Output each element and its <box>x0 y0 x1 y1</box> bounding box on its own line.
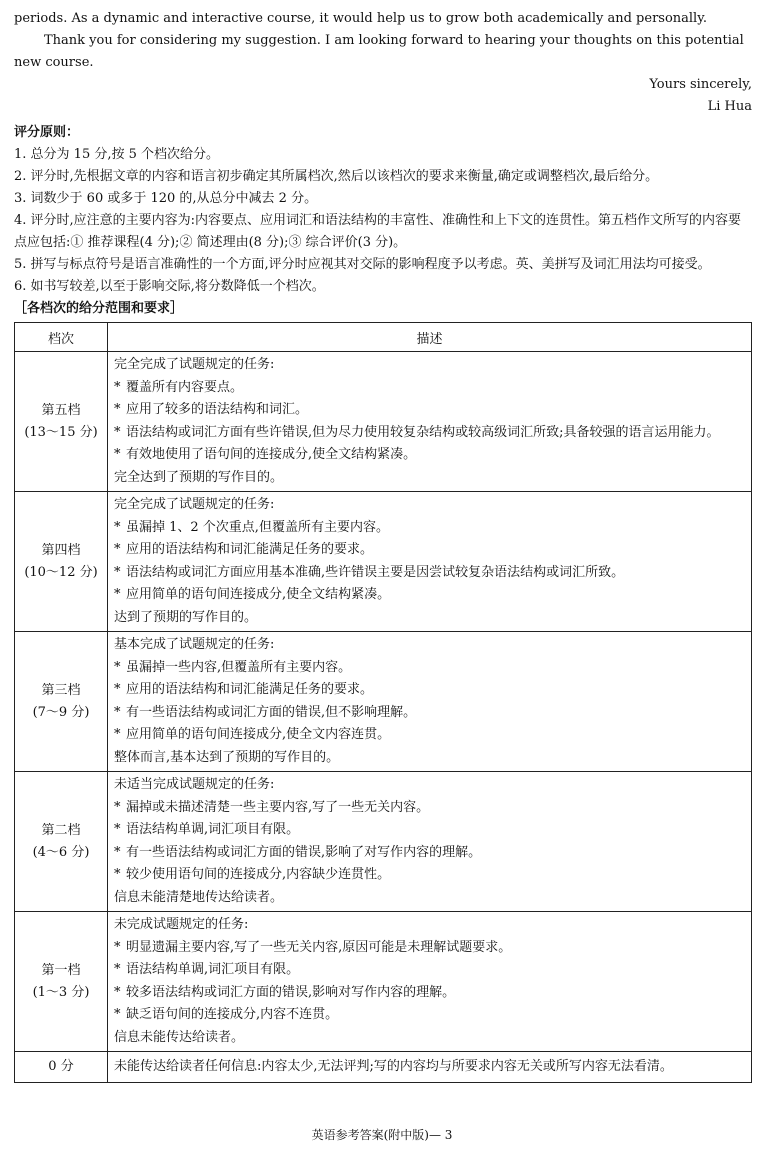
bullet-star: * <box>114 704 121 720</box>
level-range: (13～15 分) <box>24 424 98 440</box>
scoring-rule: 5. 拼写与标点符号是语言准确性的一个方面,评分时应视其对交际的影响程度予以考虑。英、美拼写及词汇用法均可接受。 <box>14 257 711 272</box>
description-intro: 完全完成了试题规定的任务: <box>114 497 275 512</box>
description-item <box>114 657 751 680</box>
bullet-star: * <box>114 867 121 882</box>
description-item-text: 语法结构或词汇方面有些许错误,但为尽力使用较复杂结构或较高级词汇所致;具备较强的语言运用能力。 <box>126 424 720 440</box>
description-item <box>114 517 751 540</box>
header-description: 描述 <box>108 323 752 352</box>
description-item <box>114 444 751 467</box>
scoring-rule: 6. 如书写较差,以至于影响交际,将分数降低一个档次。 <box>14 279 325 294</box>
description-outro: 整体而言,基本达到了预期的写作目的。 <box>114 749 340 765</box>
bullet-star: * <box>114 519 121 535</box>
level-name: 第一档 <box>41 962 81 978</box>
description-item <box>114 842 751 865</box>
level-zero-desc: 未能传达给读者任何信息:内容太少,无法评判;写的内容均与所要求内容无关或所写内容无法看清。 <box>108 1052 752 1083</box>
description-item <box>114 422 751 445</box>
scoring-rule: 2. 评分时,先根据文章的内容和语言初步确定其所属档次,然后以该档次的要求来衡量,确定或调整档次,最后给分。 <box>14 169 659 184</box>
description-item-text: 漏掉或未描述清楚一些主要内容,写了一些无关内容。 <box>126 799 430 815</box>
bullet-star: * <box>114 659 121 675</box>
description-item-text: 明显遗漏主要内容,写了一些无关内容,原因可能是未理解试题要求。 <box>126 939 512 955</box>
description-outro: 信息未能传达给读者。 <box>114 1029 245 1045</box>
bullet-star: * <box>114 939 121 955</box>
description-intro: 基本完成了试题规定的任务: <box>114 637 275 652</box>
description-intro: 未完成试题规定的任务: <box>114 917 249 932</box>
bullet-star: * <box>114 402 121 417</box>
bullet-star: * <box>114 844 121 860</box>
description-item-text: 较少使用语句间的连接成分,内容缺少连贯性。 <box>126 867 391 882</box>
description-intro: 未适当完成试题规定的任务: <box>114 777 275 792</box>
table-row <box>15 912 752 1052</box>
bullet-star: * <box>114 727 121 742</box>
level-description <box>108 772 752 912</box>
table-header-row <box>15 323 752 352</box>
description-item <box>114 1004 751 1027</box>
bullet-star: * <box>114 447 121 462</box>
letter-line-1: periods. As a dynamic and interactive course, it would help us to grow both academically and personally. <box>14 11 707 26</box>
level-range: (7～9 分) <box>32 704 90 720</box>
level-name: 第五档 <box>41 402 81 418</box>
description-intro: 完全完成了试题规定的任务: <box>114 357 275 372</box>
scoring-rules <box>14 144 752 298</box>
table-row <box>15 772 752 912</box>
level-description <box>108 492 752 632</box>
table-row <box>15 352 752 492</box>
bullet-star: * <box>114 564 121 580</box>
description-item-text: 覆盖所有内容要点。 <box>126 379 244 395</box>
bullet-star: * <box>114 1007 121 1022</box>
description-item-text: 应用的语法结构和词汇能满足任务的要求。 <box>126 542 374 557</box>
level-cell <box>15 632 108 772</box>
description-item <box>114 819 751 842</box>
description-item-text: 应用简单的语句间连接成分,使全文内容连贯。 <box>126 727 391 742</box>
description-outro: 完全达到了预期的写作目的。 <box>114 469 284 485</box>
description-outro: 达到了预期的写作目的。 <box>114 609 258 625</box>
description-item <box>114 679 751 702</box>
scoring-title: 评分原则： <box>14 125 80 140</box>
description-item-text: 应用简单的语句间连接成分,使全文结构紧凑。 <box>126 587 391 602</box>
bullet-star: * <box>114 984 121 1000</box>
description-item-text: 有一些语法结构或词汇方面的错误,影响了对写作内容的理解。 <box>126 844 482 860</box>
scoring-rule: 1. 总分为 15 分,按 5 个档次给分。 <box>14 147 220 162</box>
level-description <box>108 352 752 492</box>
bullet-star: * <box>114 424 121 440</box>
page-footer: 英语参考答案(附中版)— 3 <box>311 1128 453 1142</box>
description-item <box>114 982 751 1005</box>
description-item <box>114 959 751 982</box>
description-item-text: 虽漏掉 1、2 个次重点,但覆盖所有主要内容。 <box>126 519 389 535</box>
level-range: (10～12 分) <box>24 564 98 580</box>
level-name: 第二档 <box>41 822 81 838</box>
level-name: 第四档 <box>41 542 81 558</box>
table-row <box>15 632 752 772</box>
level-range: (4～6 分) <box>32 844 90 860</box>
description-item <box>114 797 751 820</box>
description-item <box>114 702 751 725</box>
description-outro: 信息未能清楚地传达给读者。 <box>114 889 284 905</box>
description-item-text: 语法结构单调,词汇项目有限。 <box>126 962 300 977</box>
table-title: ［各档次的给分范围和要求］ <box>14 301 184 316</box>
description-item-text: 有一些语法结构或词汇方面的错误,但不影响理解。 <box>126 704 417 720</box>
description-item <box>114 724 751 747</box>
level-cell <box>15 352 108 492</box>
level-cell <box>15 492 108 632</box>
description-item-text: 语法结构单调,词汇项目有限。 <box>126 822 300 837</box>
description-item-text: 较多语法结构或词汇方面的错误,影响对写作内容的理解。 <box>126 984 456 1000</box>
bullet-star: * <box>114 822 121 837</box>
description-item <box>114 562 751 585</box>
table-row <box>15 492 752 632</box>
description-item <box>114 864 751 887</box>
bullet-star: * <box>114 542 121 557</box>
bullet-star: * <box>114 379 121 395</box>
description-item <box>114 937 751 960</box>
level-zero: 0 分 <box>15 1052 108 1083</box>
description-item-text: 有效地使用了语句间的连接成分,使全文结构紧凑。 <box>126 447 417 462</box>
scoring-rule: 4. 评分时,应注意的主要内容为:内容要点、应用词汇和语法结构的丰富性、准确性和上下文的连贯性。第五档作文所写的内容要点应包括:① 推荐课程(4 分);② 简述理由(8 分);③ 综合评价(3 分)。 <box>14 213 742 250</box>
bullet-star: * <box>114 799 121 815</box>
level-description <box>108 632 752 772</box>
bullet-star: * <box>114 587 121 602</box>
letter-signature-name: Li Hua <box>707 99 752 114</box>
level-cell <box>15 912 108 1052</box>
description-item-text: 缺乏语句间的连接成分,内容不连贯。 <box>126 1007 339 1022</box>
header-level: 档次 <box>15 323 108 352</box>
bullet-star: * <box>114 962 121 977</box>
level-name: 第三档 <box>41 682 81 698</box>
bullet-star: * <box>114 682 121 697</box>
description-item-text: 应用的语法结构和词汇能满足任务的要求。 <box>126 682 374 697</box>
description-item <box>114 584 751 607</box>
level-range: (1～3 分) <box>32 984 90 1000</box>
level-description <box>108 912 752 1052</box>
description-item-text: 应用了较多的语法结构和词汇。 <box>126 402 309 417</box>
letter-line-2: Thank you for considering my suggestion. I am looking forward to hearing your thoughts on this potential new course. <box>14 33 744 70</box>
description-item-text: 虽漏掉一些内容,但覆盖所有主要内容。 <box>126 659 352 675</box>
scoring-rule: 3. 词数少于 60 或多于 120 的,从总分中减去 2 分。 <box>14 191 318 206</box>
page-content <box>14 8 752 1083</box>
grading-table <box>14 322 752 1083</box>
description-item <box>114 377 751 400</box>
letter-closing: Yours sincerely, <box>649 77 752 92</box>
table-row-zero <box>15 1052 752 1083</box>
description-item <box>114 539 751 562</box>
description-item-text: 语法结构或词汇方面应用基本准确,些许错误主要是因尝试较复杂语法结构或词汇所致。 <box>126 564 625 580</box>
description-item <box>114 399 751 422</box>
level-cell <box>15 772 108 912</box>
table-body <box>15 352 752 1052</box>
